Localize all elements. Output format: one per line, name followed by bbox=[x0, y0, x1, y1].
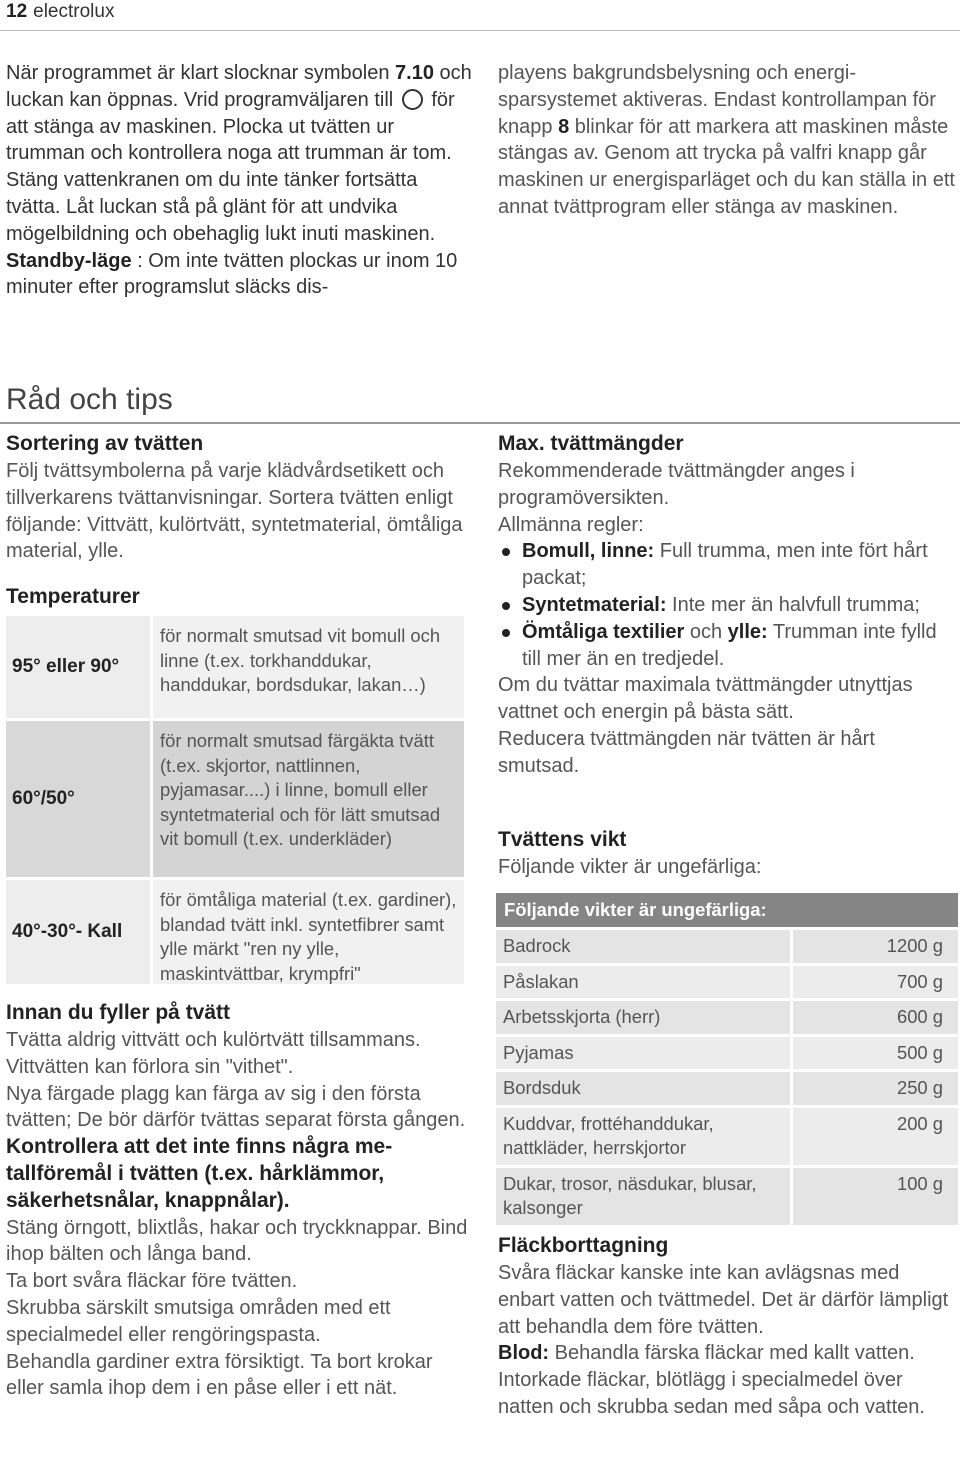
flack-paragraph: Svåra fläckar kanske inte kan avlägsnas med enbart vatten och tvättmedel. Det är därför lämpligt att behandla dem före tvätten. bbox=[498, 1262, 949, 1338]
rule-text: och bbox=[684, 620, 728, 643]
flack-heading: Fläckborttagning bbox=[498, 1234, 669, 1257]
off-position-circle-icon bbox=[402, 89, 423, 110]
temperature-table bbox=[6, 616, 464, 987]
innan-paragraph: Stäng örngott, blixtlås, hakar och tryckknappar. Bind ihop bälten och långa band. bbox=[6, 1216, 468, 1266]
table-row bbox=[6, 880, 464, 984]
max-paragraph: Rekommenderade tvättmängder anges i programöversikten. bbox=[498, 460, 855, 509]
list-item bbox=[498, 592, 960, 619]
intro-left-column bbox=[6, 60, 476, 301]
intro-continued-paragraph bbox=[498, 60, 960, 221]
temperature-cell: 95° eller 90° bbox=[6, 616, 150, 718]
max-section bbox=[498, 430, 960, 780]
table-row bbox=[496, 930, 958, 963]
page-number: 12 bbox=[6, 1, 28, 22]
table-row bbox=[496, 1001, 958, 1034]
description-cell: för normalt smutsad vit bomull och linne (t.ex. torkhanddukar, handdukar, bordsdukar, lakan…) bbox=[153, 616, 464, 718]
intro-text-d: för att stänga av maskinen. Plocka ut tvätten ur trumman och kontrollera noga att trumman är tom. Stäng vattenkranen om du inte tänker fortsätta tvätta. Låt luckan stå på glänt för att undvika mögelbildning och obehaglig lukt inuti maskinen. bbox=[6, 88, 455, 245]
list-item bbox=[498, 538, 960, 592]
intro-right-text-a: playens bakgrundsbelysning och energisparsystemet aktiveras. Endast kontrollampan för knapp bbox=[498, 62, 936, 138]
blood-paragraph bbox=[498, 1340, 960, 1420]
item-cell: Kuddvar, frottéhanddukar, nattkläder, herrskjortor bbox=[496, 1108, 790, 1165]
table-row bbox=[496, 1108, 958, 1165]
temperaturer-heading: Temperaturer bbox=[6, 585, 140, 608]
vikt-section bbox=[498, 826, 960, 881]
weight-cell: 500 g bbox=[793, 1037, 958, 1070]
item-cell: Arbetsskjorta (herr) bbox=[496, 1001, 790, 1034]
max-paragraph: Reducera tvättmängden när tvätten är hårt smutsad. bbox=[498, 727, 875, 777]
blood-label: Blod: bbox=[498, 1342, 550, 1365]
item-cell: Badrock bbox=[496, 930, 790, 963]
innan-paragraph: Nya färgade plagg kan färga av sig i den första tvätten; De bör därför tvättas separat första gången. bbox=[6, 1082, 466, 1132]
blood-text: Behandla färska fläckar med kallt vatten. Intorkade fläckar, blötlägg i specialmedel över natten och skrubba sedan med såpa och vatten. bbox=[498, 1342, 925, 1418]
section-title: Råd och tips bbox=[6, 383, 173, 416]
weight-cell: 1200 g bbox=[793, 930, 958, 963]
weight-cell: 250 g bbox=[793, 1072, 958, 1105]
max-paragraph: Om du tvättar maximala tvättmängder utnyttjas vattnet och energin på bästa sätt. bbox=[498, 674, 913, 724]
rule-label: Bomull, linne: bbox=[522, 540, 655, 563]
vikt-text: Följande vikter är ungefärliga: bbox=[498, 856, 762, 878]
symbol-code: 7.10 bbox=[395, 62, 434, 84]
table-row bbox=[496, 1168, 958, 1225]
bullet-icon bbox=[502, 548, 510, 556]
temperature-cell: 40°-30°- Kall bbox=[6, 880, 150, 984]
intro-text-c: och luckan kan öppnas. Vrid programväljaren till bbox=[6, 62, 472, 111]
rules-list bbox=[498, 538, 960, 672]
weights-table-header: Följande vikter är ungefärliga: bbox=[496, 893, 958, 927]
weight-cell: 100 g bbox=[793, 1168, 958, 1225]
temperaturer-section bbox=[6, 583, 470, 611]
rule-text: Inte mer än halvfull trumma; bbox=[666, 593, 920, 616]
table-row bbox=[496, 966, 958, 999]
rule-text: Trumman inte fylld till mer än en tredjedel. bbox=[522, 620, 937, 670]
innan-paragraph: Behandla gardiner extra försiktigt. Ta bort krokar eller samla ihop dem i en påse eller i ett nät. bbox=[6, 1350, 433, 1400]
sortering-text: Följ tvättsymbolerna på varje klädvårdsetikett och tillverkarens tvättanvisningar. Sortera tvätten enligt följande: Vittvätt, kulörtvätt, syntetmaterial, ömtåliga material, ylle. bbox=[6, 460, 463, 563]
weights-table bbox=[496, 893, 958, 1225]
innan-paragraph: Skrubba särskilt smutsiga områden med ett specialmedel eller rengöringspasta. bbox=[6, 1296, 391, 1346]
weight-cell: 700 g bbox=[793, 966, 958, 999]
weight-cell: 600 g bbox=[793, 1001, 958, 1034]
header-divider bbox=[0, 30, 960, 31]
temperature-cell: 60°/50° bbox=[6, 721, 150, 877]
table-row bbox=[496, 1072, 958, 1105]
intro-paragraph bbox=[6, 60, 476, 301]
innan-heading: Innan du fyller på tvätt bbox=[6, 1001, 231, 1024]
max-paragraph: Allmänna regler: bbox=[498, 513, 644, 536]
intro-right-column bbox=[498, 60, 960, 221]
flack-section bbox=[498, 1232, 960, 1421]
innan-paragraph: Tvätta aldrig vittvätt och kulörtvätt tillsammans. Vittvätten kan förlora sin "vithet". bbox=[6, 1029, 421, 1078]
section-divider bbox=[0, 422, 960, 424]
list-item bbox=[498, 619, 960, 673]
rule-label: ylle: bbox=[727, 620, 768, 643]
description-cell: för normalt smutsad färgäkta tvätt (t.ex. skjortor, nattlinnen, pyjamasar....) i linne, bomull eller syntetmaterial och för lätt smutsad vit bomull (t.ex. underkläder) bbox=[153, 721, 464, 877]
rule-label: Ömtåliga textilier bbox=[522, 620, 685, 643]
item-cell: Dukar, trosor, näsdukar, blusar, kalsonger bbox=[496, 1168, 790, 1225]
item-cell: Påslakan bbox=[496, 966, 790, 999]
button-number: 8 bbox=[558, 115, 570, 138]
bullet-icon bbox=[502, 602, 510, 610]
item-cell: Pyjamas bbox=[496, 1037, 790, 1070]
page-header bbox=[6, 0, 114, 24]
vikt-heading: Tvättens vikt bbox=[498, 828, 627, 851]
innan-paragraph: Ta bort svåra fläckar före tvätten. bbox=[6, 1270, 298, 1293]
weight-cell: 200 g bbox=[793, 1108, 958, 1165]
table-row bbox=[6, 721, 464, 877]
brand-name: electrolux bbox=[33, 1, 115, 22]
standby-label: Standby-läge bbox=[6, 249, 132, 272]
rule-text: Full trumma, men inte fört hårt packat; bbox=[522, 540, 928, 590]
max-heading: Max. tvättmängder bbox=[498, 432, 684, 455]
standby-text: : Om inte tvätten plockas ur inom 10 minuter efter programslut släcks dis- bbox=[6, 249, 458, 299]
intro-right-text-c: blinkar för att markera att maskinen måste stängas av. Genom att trycka på valfri knapp går maskinen ur energisparläget och du kan ställa in ett annat tvättprogram eller stänga av maskinen. bbox=[498, 115, 955, 218]
sortering-section bbox=[6, 430, 470, 565]
table-row bbox=[496, 1037, 958, 1070]
innan-section bbox=[6, 999, 470, 1402]
table-row bbox=[6, 616, 464, 718]
rule-label: Syntetmaterial: bbox=[522, 593, 667, 616]
bullet-icon bbox=[502, 629, 510, 637]
intro-text-a: När programmet är klart slocknar symbolen bbox=[6, 62, 390, 84]
innan-warning: Kontrollera att det inte finns några metallföremål i tvätten (t.ex. hårklämmor, säkerhetsnålar, knappnålar). bbox=[6, 1135, 393, 1212]
sortering-heading: Sortering av tvätten bbox=[6, 432, 204, 455]
description-cell: för ömtåliga material (t.ex. gardiner), blandad tvätt inkl. syntetfibrer samt ylle märkt "ren ny ylle, maskintvättbar, krympfri" bbox=[153, 880, 464, 984]
item-cell: Bordsduk bbox=[496, 1072, 790, 1105]
